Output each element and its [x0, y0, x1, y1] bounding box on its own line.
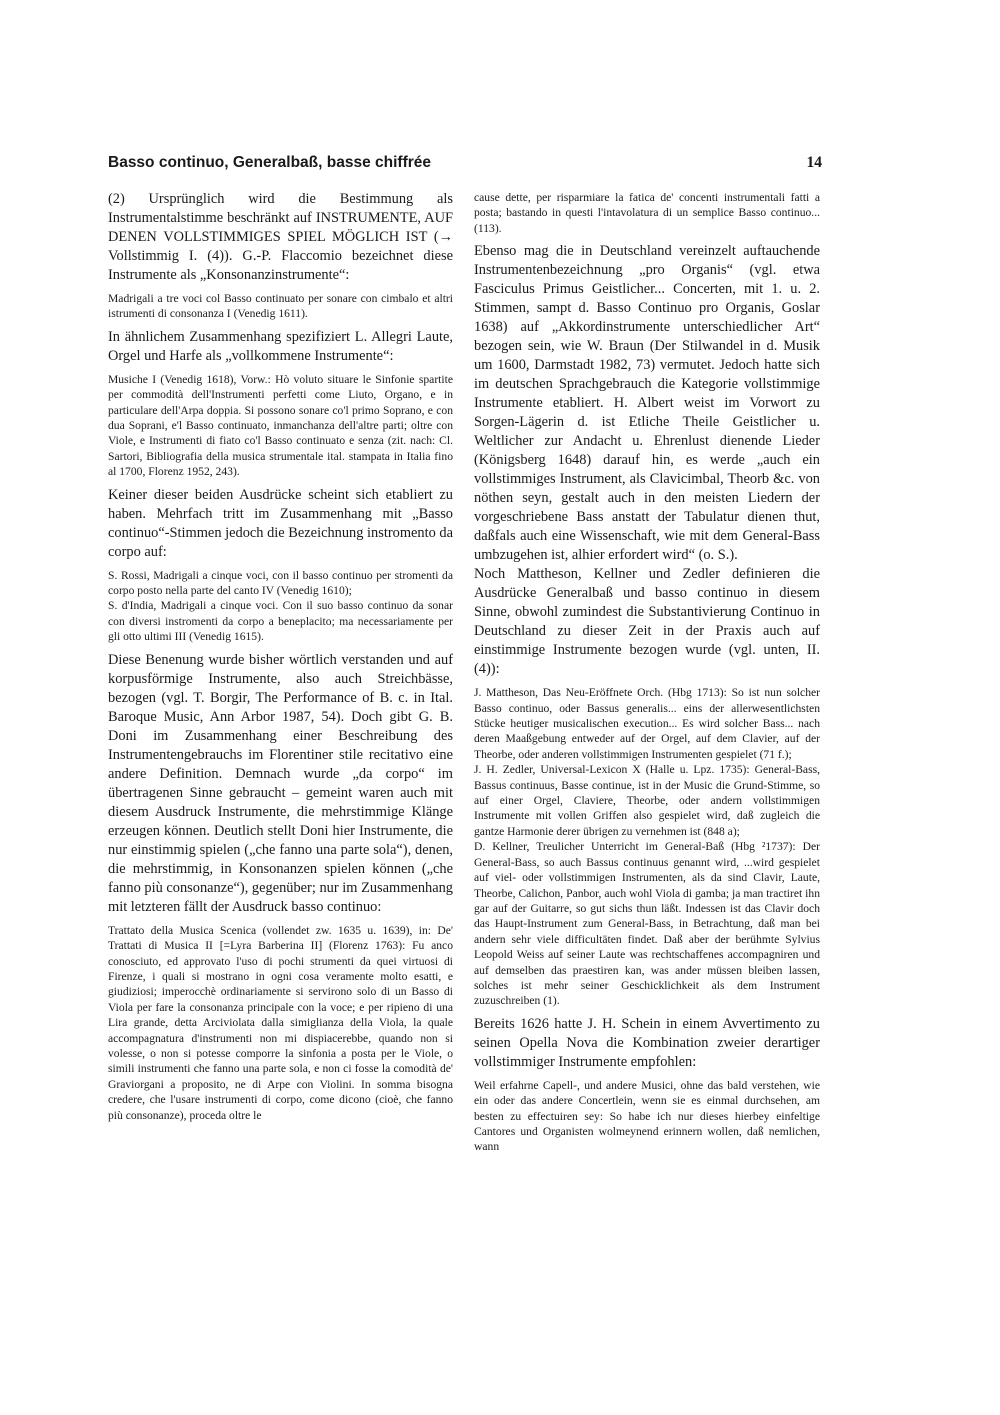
paragraph: Ebenso mag die in Deutschland vereinzelt auftauchende Instrumentenbezeichnung „pro Organis“ (vgl. etwa Fasciculus Primus Geistlicher... Concerten, mit 1. u. 2. Stimmen, sampt d. Basso Continuo pro Organis, Goslar 1638) auf „Akkordinstrumente unterschiedlicher Art“ bezogen sein, wie W. Braun (Der Stilwandel in d. Musik um 1600, Darmstadt 1982, 73) vermutet. Jedoch hatte sich im deutschen Sprachgebrauch die Kategorie vollstimmige Instrumente etabliert. H. Albert weist im Vorwort zu Sorgen-Lägerin d. ist Etliche Theile Geistlicher u. Weltlicher zur Andacht u. Ehrenlust dienende Lieder (Königsberg 1648) darauf hin, es werde „auch ein vollstimmiges Instrument, als Clavicimbal, Theorb &c. von nöthen seyn, gestalt auch in den meisten Liedern der vorgeschriebene Bass anstatt der Tabulatur dienen thut, daßfals auch eine Wissenschaft, wie mit dem General-Bass umbzugehen ist, alhier erfordert wird“ (o. S.). [474, 243, 820, 564]
right-column [474, 190, 820, 1161]
paragraph: Bereits 1626 hatte J. H. Schein in einem Avvertimento zu seinen Opella Nova die Kombination zweier derartiger vollstimmiger Instrumente empfohlen: [474, 1015, 820, 1070]
running-header [108, 154, 822, 178]
paragraph: Diese Benenung wurde bisher wörtlich verstanden und auf korpusförmige Instrumente, also auch Streichbässe, bezogen (vgl. T. Borgir, The Performance of B. c. in Ital. Baroque Music, Ann Arbor 1987, 54). Doch gibt G. B. Doni im Zusammenhang einer Beschreibung des Instrumentengebrauchs im Florentiner stile recitativo eine andere Definition. Demnach wurde „da corpo“ im übertragenen Sinne gebraucht – gemeint waren auch mit diesem Ausdruck Instrumente, die mehrstimmige Klänge erzeugen können. Deutlich stellt Doni hier Instrumente, die nur einstimmig spielen („che fanno una parte sola“), denen, die mehrstimmig, in Konsonanzen spielen können („che fanno più consonanze“), gegenüber; nur im Zusammenhang mit letzteren fällt der Ausdruck basso continuo: [108, 651, 453, 915]
page-number: 14 [806, 154, 822, 171]
running-title: Basso continuo, Generalbaß, basse chiffrée [108, 154, 432, 171]
paragraph: (2) Ursprünglich wird die Bestimmung als Instrumentalstimme beschränkt auf INSTRUMENTE, AUF DENEN VOLLSTIMMIGES SPIEL MÖGLICH IST (→ Vollstimmig I. (4)). G.-P. Flaccomio bezeichnet diese Instrumente als „Konsonanzinstrumente“: [108, 191, 453, 283]
quotation: J. H. Zedler, Universal-Lexicon X (Halle u. Lpz. 1735): General-Bass, Bassus continuus, Basse continue, ist in der Music die Grund-Stimme, so auf einer Orgel, Claviere, Theorbe, oder andern vollstimmigen Instrumente mit vollen Griffen also gespielet wird, daß zugleich die gantze Harmonie derer übrigen zu vernehmen ist (848 a); [474, 763, 820, 838]
quotation: D. Kellner, Treulicher Unterricht im General-Baß (Hbg ²1737): Der General-Bass, so auch Bassus continuus genannt wird, ...wird gespielet auf viel- oder vollstimmigen Instrumenten, als da sind Clavir, Laute, Theorbe, Calichon, Panbor, auch wohl Viola di gamba; ja man tractiret ihn gar auf der Guitarre, so gut sichs thun läßt. Indessen ist das Clavir doch das Haupt-Instrument zum General-Bass, in Betrachtung, daß man bei andern sehr viele difficultäten findet. Daß aber der berühmte Sylvius Leopold Weiss auf seiner Laute was rechtschaffenes accompagniren und auf demselben das praestiren kan, was ander müssen bleiben lassen, solches ist mehr seiner Geschicklichkeit als dem Instrument zuzuschreiben (1). [474, 840, 820, 1008]
quotation: J. Mattheson, Das Neu-Eröffnete Orch. (Hbg 1713): So ist nun solcher Basso continuo, oder Bassus generalis... eins der allerwesentlichsten Stücke heutiger musicalischen execution... Es wird solcher Bass... nach deren Maaßgebung entweder auf der Orgel, auf dem Clavier, auf der Theorbe, oder anderen vollstimmigen Instrumenten gespielet (71 f.); [474, 686, 820, 761]
quotation: Trattato della Musica Scenica (vollendet zw. 1635 u. 1639), in: De' Trattati di Musica II [=Lyra Barberina II] (Florenz 1763): Fu anco conosciuto, ed approvato l'uso di pochi strumenti da quei virtuosi di Firenze, i quali si mostrano in ogni cosa veramente molto esatti, e giudiziosi; imperocchè ordinariamente si servirono solo di un Basso di Viola per fare la consonanza principale con la voce; e per ripieno di una Lira grande, detta Arciviolata dalla simiglianza della Viola, la quale accompagnatura d'instrumenti non mi dispiacerebbe, quando non si volesse, o non si potesse comporre la sinfonia a posta per le Viole, o simili instrumenti che fanno una parte sola, e non ci fosse la comodità de' Graviorgani a proposito, ne di Arpe con Violini. In somma bisogna credere, che l'usare instrumenti di corpo, come dicono (cioè, che fanno più consonanze), proceda oltre le [108, 923, 453, 1122]
quotation: cause dette, per risparmiare la fatica de' concenti instrumentali fatti a posta; bastando in questi l'intavolatura di un semplice Basso continuo... (113). [474, 191, 820, 235]
quotation: S. Rossi, Madrigali a cinque voci, con il basso continuo per stromenti da corpo posto nella parte del canto IV (Venedig 1610); [108, 568, 453, 598]
quotation: S. d'India, Madrigali a cinque voci. Con il suo basso continuo da sonar con diversi instromenti da corpo a beneplacito; ma necessariamente per gli otto ultimi III (Venedig 1615). [108, 599, 453, 644]
quotation: Madrigali a tre voci col Basso continuato per sonare con cimbalo et altri istrumenti di consonanza I (Venedig 1611). [108, 292, 453, 321]
paragraph: Keiner dieser beiden Ausdrücke scheint sich etabliert zu haben. Mehrfach tritt im Zusammenhang mit „Basso continuo“-Stimmen jedoch die Bezeichnung instromento da corpo auf: [108, 486, 453, 560]
quotation: Weil erfahrne Capell-, und andere Musici, ohne das bald verstehen, wie ein oder das andere Concertlein, wenn sie es einmal durchsehen, am besten zu effectuiren sey: So habe ich nur dieses hierbey einfeltige Cantores und Organisten wolmeynend erinnern wollen, daß nemlichen, wann [474, 1078, 820, 1154]
paragraph: In ähnlichem Zusammenhang spezifiziert L. Allegri Laute, Orgel und Harfe als „vollkommene Instrumente“: [108, 328, 453, 364]
paragraph: Noch Mattheson, Kellner und Zedler definieren die Ausdrücke Generalbaß und basso continuo in diesem Sinne, obwohl zumindest die Substantivierung Continuo in Deutschland zu dieser Zeit in der Praxis auch auf einstimmige Instrumente bezogen wurde (vgl. unten, II. (4)): [474, 566, 820, 678]
left-column [108, 190, 453, 1129]
quotation: Musiche I (Venedig 1618), Vorw.: Hò voluto situare le Sinfonie spartite per commodità dell'Instrumenti perfetti come Liuto, Organo, e in particulare dell'Arpa doppia. Si possono sonare co'l primo Soprano, e con dua Soprani, e'l Basso continuato, inmanchanza dell'altre parti; oltre con Viole, e Instrumenti di fiato co'l Basso continuato e senza (zit. nach: Cl. Sartori, Bibliografia della musica strumentale ital. stampata in Italia fino al 1700, Florenz 1952, 243). [108, 372, 453, 479]
